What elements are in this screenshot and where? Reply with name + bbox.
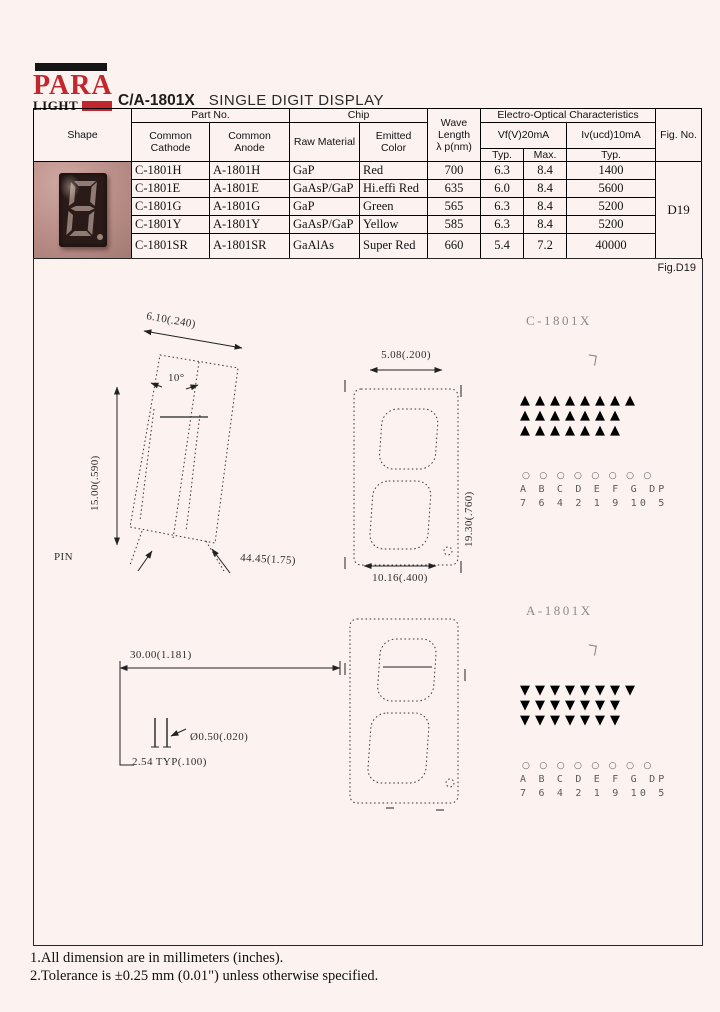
footnotes — [30, 950, 378, 985]
side-view-outline — [130, 355, 238, 571]
dim-front-top: 5.08(.200) — [381, 349, 431, 361]
table-row — [34, 233, 702, 258]
header-wave-length — [428, 109, 481, 162]
cell-vf-typ: 6.3 — [481, 162, 524, 180]
header-iv: Iv(ucd)10mA — [567, 123, 656, 149]
cell-vf-max: 8.4 — [524, 162, 567, 180]
logo-primary-text: PARA — [33, 70, 113, 101]
spec-table — [33, 108, 702, 259]
cell-vf-max: 7.2 — [524, 233, 567, 258]
cell-vf-max: 8.4 — [524, 179, 567, 197]
figure-box — [33, 258, 703, 946]
cell-material: GaAsP/GaP — [290, 215, 360, 233]
cell-material: GaAlAs — [290, 233, 360, 258]
table-row — [34, 197, 702, 215]
cell-iv-typ: 5200 — [567, 215, 656, 233]
para-light-logo — [33, 63, 113, 114]
header-fig-no: Fig. No. — [656, 109, 702, 162]
cell-anode: A-1801SR — [210, 233, 290, 258]
pin-segment-letters: A B C D E F G DP — [520, 774, 668, 785]
dim-front-right: 19.30(.760) — [463, 491, 475, 547]
led-triangle-rows — [520, 683, 640, 728]
cell-color: Yellow — [360, 215, 428, 233]
page-title: SINGLE DIGIT DISPLAY — [208, 92, 385, 109]
dim-lead-pitch: 2.54 TYP(.100) — [132, 756, 207, 768]
dim-front-bottom: 10.16(.400) — [372, 572, 428, 584]
dp-indicator — [587, 354, 597, 365]
cell-color: Super Red — [360, 233, 428, 258]
table-row — [34, 162, 702, 180]
pin-terminals: ○○○○○○○○ — [522, 471, 661, 481]
triangle-row: ▼▼▼▼▼▼▼ — [520, 698, 625, 713]
triangle-row: ▲▲▲▲▲▲▲▲ — [520, 393, 640, 408]
cell-wavelength: 660 — [428, 233, 481, 258]
header-emitted-color: Emitted Color — [360, 123, 428, 162]
cell-vf-max: 8.4 — [524, 197, 567, 215]
dim-side-angle: 10° — [168, 372, 185, 384]
cell-color: Green — [360, 197, 428, 215]
cell-vf-max: 8.4 — [524, 215, 567, 233]
dim-side-height: 15.00(.590) — [89, 455, 101, 511]
dp-indicator — [587, 644, 597, 655]
pin-numbers: 7 6 4 2 1 9 10 5 — [520, 498, 668, 509]
photo-glint — [60, 174, 80, 200]
dim-lead-width: 30.00(1.181) — [130, 649, 192, 661]
dim-side-diagonal: 44.45(1.75) — [239, 552, 297, 567]
cell-anode: A-1801H — [210, 162, 290, 180]
common-cathode-schematic — [520, 313, 710, 523]
pin-segment-letters: A B C D E F G DP — [520, 484, 668, 495]
header-vf-max: Max. — [524, 149, 567, 162]
seven-segment-display — [59, 173, 107, 247]
header-shape: Shape — [34, 109, 132, 162]
note-line: 2.Tolerance is ±0.25 mm (0.01") unless otherwise specified. — [30, 967, 379, 984]
figure-label: Fig.D19 — [657, 262, 696, 274]
cell-material: GaP — [290, 197, 360, 215]
header-iv-typ: Typ. — [567, 149, 656, 162]
logo-secondary-text: LIGHT — [33, 98, 79, 113]
front-view-2-marks — [345, 663, 465, 810]
table-row — [34, 179, 702, 197]
schematic-label-anode: A-1801X — [526, 603, 593, 618]
shape-photo-cell — [34, 162, 132, 259]
header-common-cathode: Common Cathode — [132, 123, 210, 162]
cell-vf-typ: 6.3 — [481, 197, 524, 215]
dim-side-width: 6.10(.240) — [145, 310, 197, 331]
cell-iv-typ: 40000 — [567, 233, 656, 258]
header-electro-optical: Electro-Optical Characteristics — [481, 109, 656, 123]
header-vf: Vf(V)20mA — [481, 123, 567, 149]
cell-material: GaP — [290, 162, 360, 180]
pin-numbers: 7 6 4 2 1 9 10 5 — [520, 788, 668, 799]
cell-anode: A-1801E — [210, 179, 290, 197]
cell-cathode: C-1801E — [132, 179, 210, 197]
triangle-row: ▲▲▲▲▲▲▲ — [520, 423, 625, 438]
front-view-2-outline — [350, 619, 458, 803]
cell-vf-typ: 6.0 — [481, 179, 524, 197]
header-vf-typ: Typ. — [481, 149, 524, 162]
header-chip: Chip — [290, 109, 428, 123]
pin-terminals: ○○○○○○○○ — [522, 761, 661, 771]
cell-iv-typ: 5200 — [567, 197, 656, 215]
cell-cathode: C-1801Y — [132, 215, 210, 233]
front-view-dimension-lines — [345, 370, 461, 573]
cell-wavelength: 565 — [428, 197, 481, 215]
side-pin-label: PIN — [54, 551, 73, 563]
wave-length-sub: λ p(nm) — [436, 141, 472, 154]
cell-vf-typ: 5.4 — [481, 233, 524, 258]
cell-wavelength: 700 — [428, 162, 481, 180]
note-line: 1.All dimension are in millimeters (inches). — [30, 950, 284, 966]
cell-wavelength: 635 — [428, 179, 481, 197]
cell-color: Red — [360, 162, 428, 180]
cell-cathode: C-1801SR — [132, 233, 210, 258]
lead-view — [120, 661, 340, 765]
cell-cathode: C-1801G — [132, 197, 210, 215]
display-photo — [34, 162, 131, 258]
header-part-no: Part No. — [132, 109, 290, 123]
cell-iv-typ: 1400 — [567, 162, 656, 180]
wave-length-text: Wave Length — [437, 116, 471, 141]
cell-cathode: C-1801H — [132, 162, 210, 180]
led-triangle-rows — [520, 393, 640, 438]
dim-lead-diameter: Ø0.50(.020) — [190, 731, 249, 743]
cell-fig-no: D19 — [656, 162, 702, 259]
schematic-label-cathode: C-1801X — [526, 313, 592, 328]
cell-anode: A-1801G — [210, 197, 290, 215]
part-code: C/A-1801X — [118, 92, 195, 109]
cell-anode: A-1801Y — [210, 215, 290, 233]
front-view-outline — [354, 389, 458, 565]
triangle-row: ▼▼▼▼▼▼▼▼ — [520, 683, 640, 698]
side-view-dimension-lines — [117, 331, 242, 573]
triangle-row: ▲▲▲▲▲▲▲ — [520, 408, 625, 423]
header-raw-material: Raw Material — [290, 123, 360, 162]
cell-vf-typ: 6.3 — [481, 215, 524, 233]
table-row — [34, 215, 702, 233]
cell-wavelength: 585 — [428, 215, 481, 233]
header-common-anode: Common Anode — [210, 123, 290, 162]
cell-material: GaAsP/GaP — [290, 179, 360, 197]
cell-iv-typ: 5600 — [567, 179, 656, 197]
common-anode-schematic — [520, 603, 710, 813]
cell-color: Hi.effi Red — [360, 179, 428, 197]
triangle-row: ▼▼▼▼▼▼▼ — [520, 713, 625, 728]
